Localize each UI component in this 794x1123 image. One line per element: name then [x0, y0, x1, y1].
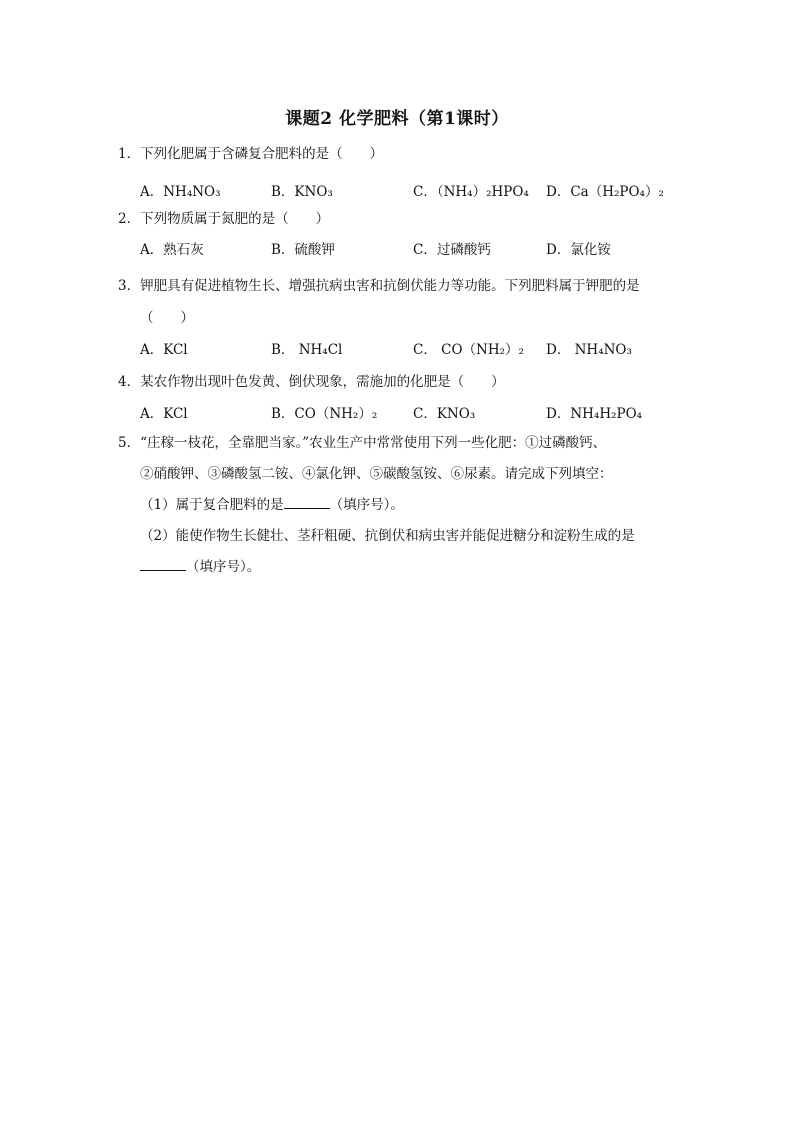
question-2-stem: 2．下列物质属于氮肥的是（ ） [118, 211, 330, 227]
question-2-option-b: B．硫酸钾 [271, 242, 335, 258]
question-4-option-b: B．CO（NH₂）₂ [271, 406, 378, 422]
question-5-part-2-suffix: （填序号）。 [186, 559, 261, 575]
question-2-option-a: A．熟石灰 [140, 242, 204, 258]
question-3-option-b: B． NH₄Cl [271, 342, 343, 358]
question-3-stem: 3．钾肥具有促进植物生长、增强抗病虫害和抗倒伏能力等功能。下列肥料属于钾肥的是 [118, 278, 640, 294]
question-5-stem: 5．“庄稼一枝花，全靠肥当家。”农业生产中常常使用下列一些化肥：①过磷酸钙、 [118, 435, 607, 451]
question-4-option-a: A．KCl [140, 406, 188, 422]
answer-blank-1[interactable] [284, 496, 330, 509]
question-5-part-1-suffix: （填序号）。 [329, 497, 404, 513]
question-5-part-1-prompt: （1）属于复合肥料的是 [140, 497, 284, 513]
question-5-part-2-answer-line [140, 558, 260, 576]
question-4-stem: 4．某农作物出现叶色发黄、倒伏现象，需施加的化肥是（ ） [118, 374, 505, 390]
question-5-stem-continued: ②硝酸钾、③磷酸氢二铵、④氯化钾、⑤碳酸氢铵、⑥尿素。请完成下列填空： [140, 466, 613, 482]
question-4-option-c: C．KNO₃ [413, 406, 476, 422]
question-5-part-1 [140, 496, 404, 514]
answer-blank-2[interactable] [140, 558, 186, 571]
question-3-option-a: A．KCl [140, 342, 188, 358]
question-3-option-d: D． NH₄NO₃ [546, 342, 632, 358]
question-1-option-d: D．Ca（H₂PO₄）₂ [546, 184, 664, 200]
page-title: 课题2 化学肥料（第1课时） [285, 109, 509, 129]
question-2-option-c: C．过磷酸钙 [413, 242, 491, 258]
question-1-option-b: B．KNO₃ [271, 184, 333, 200]
question-2-option-d: D．氯化铵 [546, 242, 611, 258]
question-3-option-c: C． CO（NH₂）₂ [413, 342, 524, 358]
question-5-part-2-prompt: （2）能使作物生长健壮、茎秆粗硬、抗倒伏和病虫害并能促进糖分和淀粉生成的是 [140, 528, 635, 544]
question-3-stem-bracket: （ ） [140, 310, 194, 326]
question-4-option-d: D．NH₄H₂PO₄ [546, 406, 643, 422]
question-1-option-c: C．（NH₄）₂HPO₄ [413, 184, 529, 200]
question-1-option-a: A．NH₄NO₃ [140, 184, 221, 200]
question-1-stem: 1．下列化肥属于含磷复合肥料的是（ ） [118, 146, 384, 162]
